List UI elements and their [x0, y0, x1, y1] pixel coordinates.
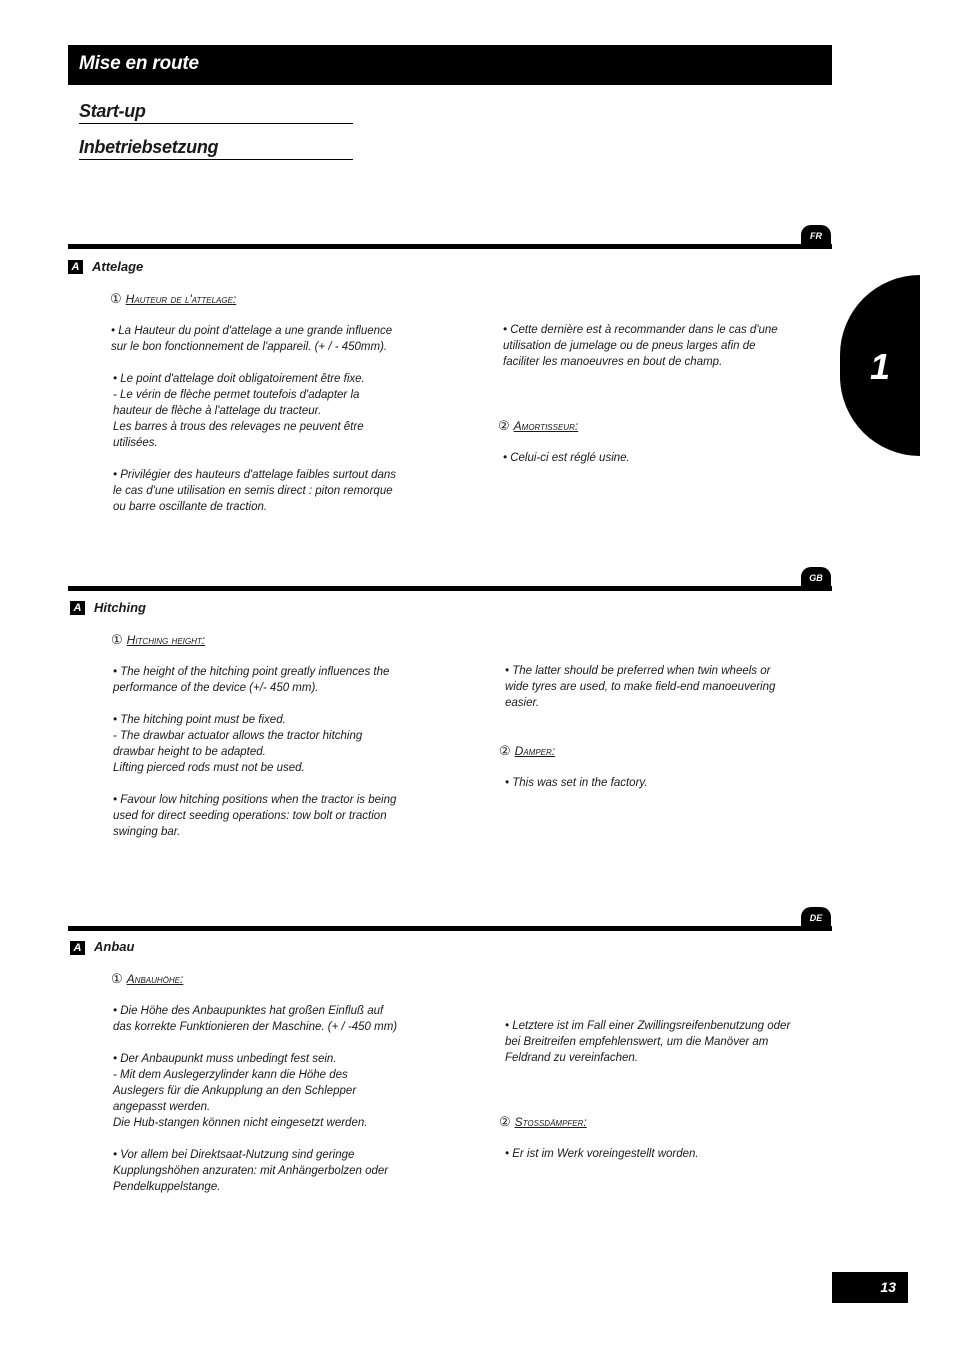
lang-badge-fr: FR [801, 225, 831, 245]
section-rule-fr [68, 244, 832, 249]
subheading-fr-2: ② Amortisseur: [498, 418, 579, 433]
paragraph-fr-right-2: • Celui-ci est réglé usine. [503, 452, 630, 464]
paragraph-de-2: • Der Anbaupunkt muss unbedingt fest sein. - Mit dem Auslegerzylinder kann die Höhe des Auslegers für die Ankupplung an den Schlepper angepasst werden. Die Hub-stangen können nicht eingesetzt werden. [113, 1053, 368, 1129]
chapter-number: 1 [870, 346, 891, 387]
subheading-gb-1: ① Hitching height: [111, 632, 206, 647]
subheading-fr-1: ① Hauteur de l'attelage: [110, 291, 237, 306]
page-number: 13 [832, 1272, 908, 1303]
section-rule-gb [68, 586, 832, 591]
lang-badge-gb: GB [801, 567, 831, 587]
subheading-de-2: ② Stoßdämpfer: [499, 1114, 587, 1129]
section-heading-gb: Hitching [94, 600, 146, 615]
subtitle-en: Start-up [79, 99, 353, 124]
paragraph-fr-3: • Privilégier des hauteurs d'attelage faibles surtout dans le cas d'une utilisation en semis direct : piton remorque ou barre oscillante de traction. [113, 469, 397, 513]
section-marker-fr: A [68, 260, 83, 274]
section-heading-de: Anbau [94, 939, 135, 954]
paragraph-fr-2: • Le point d'attelage doit obligatoirement être fixe. - Le vérin de flèche permet toutefois d'adapter la hauteur de flèche à l'attelage du tracteur. Les barres à trous des relevages ne peuvent être utilisées. [113, 373, 365, 449]
paragraph-fr-right-1: • Cette dernière est à recommander dans le cas d'une utilisation de jumelage ou de pneus larges afin de faciliter les manoeuvres en bout de champ. [503, 324, 778, 368]
title-bar [68, 45, 832, 85]
section-marker-de: A [70, 941, 85, 955]
paragraph-de-right-1: • Letztere ist im Fall einer Zwillingsreifenbenutzung oder bei Breitreifen empfehlenswert, um die Manöver am Feldrand zu vereinfachen. [505, 1020, 791, 1064]
section-heading-fr: Attelage [92, 259, 144, 274]
chapter-tab [840, 275, 920, 456]
section-marker-gb: A [70, 601, 85, 615]
subheading-de-1: ① Anbauhöhe: [111, 971, 184, 986]
subtitle-de: Inbetriebsetzung [79, 135, 353, 160]
paragraph-gb-right-2: • This was set in the factory. [505, 777, 648, 789]
lang-badge-de: DE [801, 907, 831, 927]
paragraph-gb-3: • Favour low hitching positions when the tractor is being used for direct seeding operations: tow bolt or traction swinging bar. [113, 794, 397, 838]
paragraph-gb-right-1: • The latter should be preferred when twin wheels or wide tyres are used, to make field-end manoeuvering easier. [505, 665, 776, 709]
paragraph-gb-2: • The hitching point must be fixed. - The drawbar actuator allows the tractor hitching drawbar height to be adapted. Lifting pierced rods must not be used. [113, 714, 363, 774]
paragraph-de-1: • Die Höhe des Anbaupunktes hat großen Einfluß auf das korrekte Funktionieren der Maschine. (+ / -450 mm) [113, 1005, 398, 1033]
page-title: Mise en route [79, 53, 199, 74]
paragraph-fr-1: • La Hauteur du point d'attelage a une grande influence sur le bon fonctionnement de l'appareil. (+ / - 450mm). [111, 325, 393, 353]
paragraph-de-right-2: • Er ist im Werk voreingestellt worden. [505, 1148, 699, 1160]
paragraph-de-3: • Vor allem bei Direktsaat-Nutzung sind geringe Kupplungshöhen anzuraten: mit Anhängerbolzen oder Pendelkuppelstange. [113, 1149, 389, 1193]
section-rule-de [68, 926, 832, 931]
paragraph-gb-1: • The height of the hitching point greatly influences the performance of the device (+/- 450 mm). [113, 666, 390, 694]
subheading-gb-2: ② Damper: [499, 743, 556, 758]
